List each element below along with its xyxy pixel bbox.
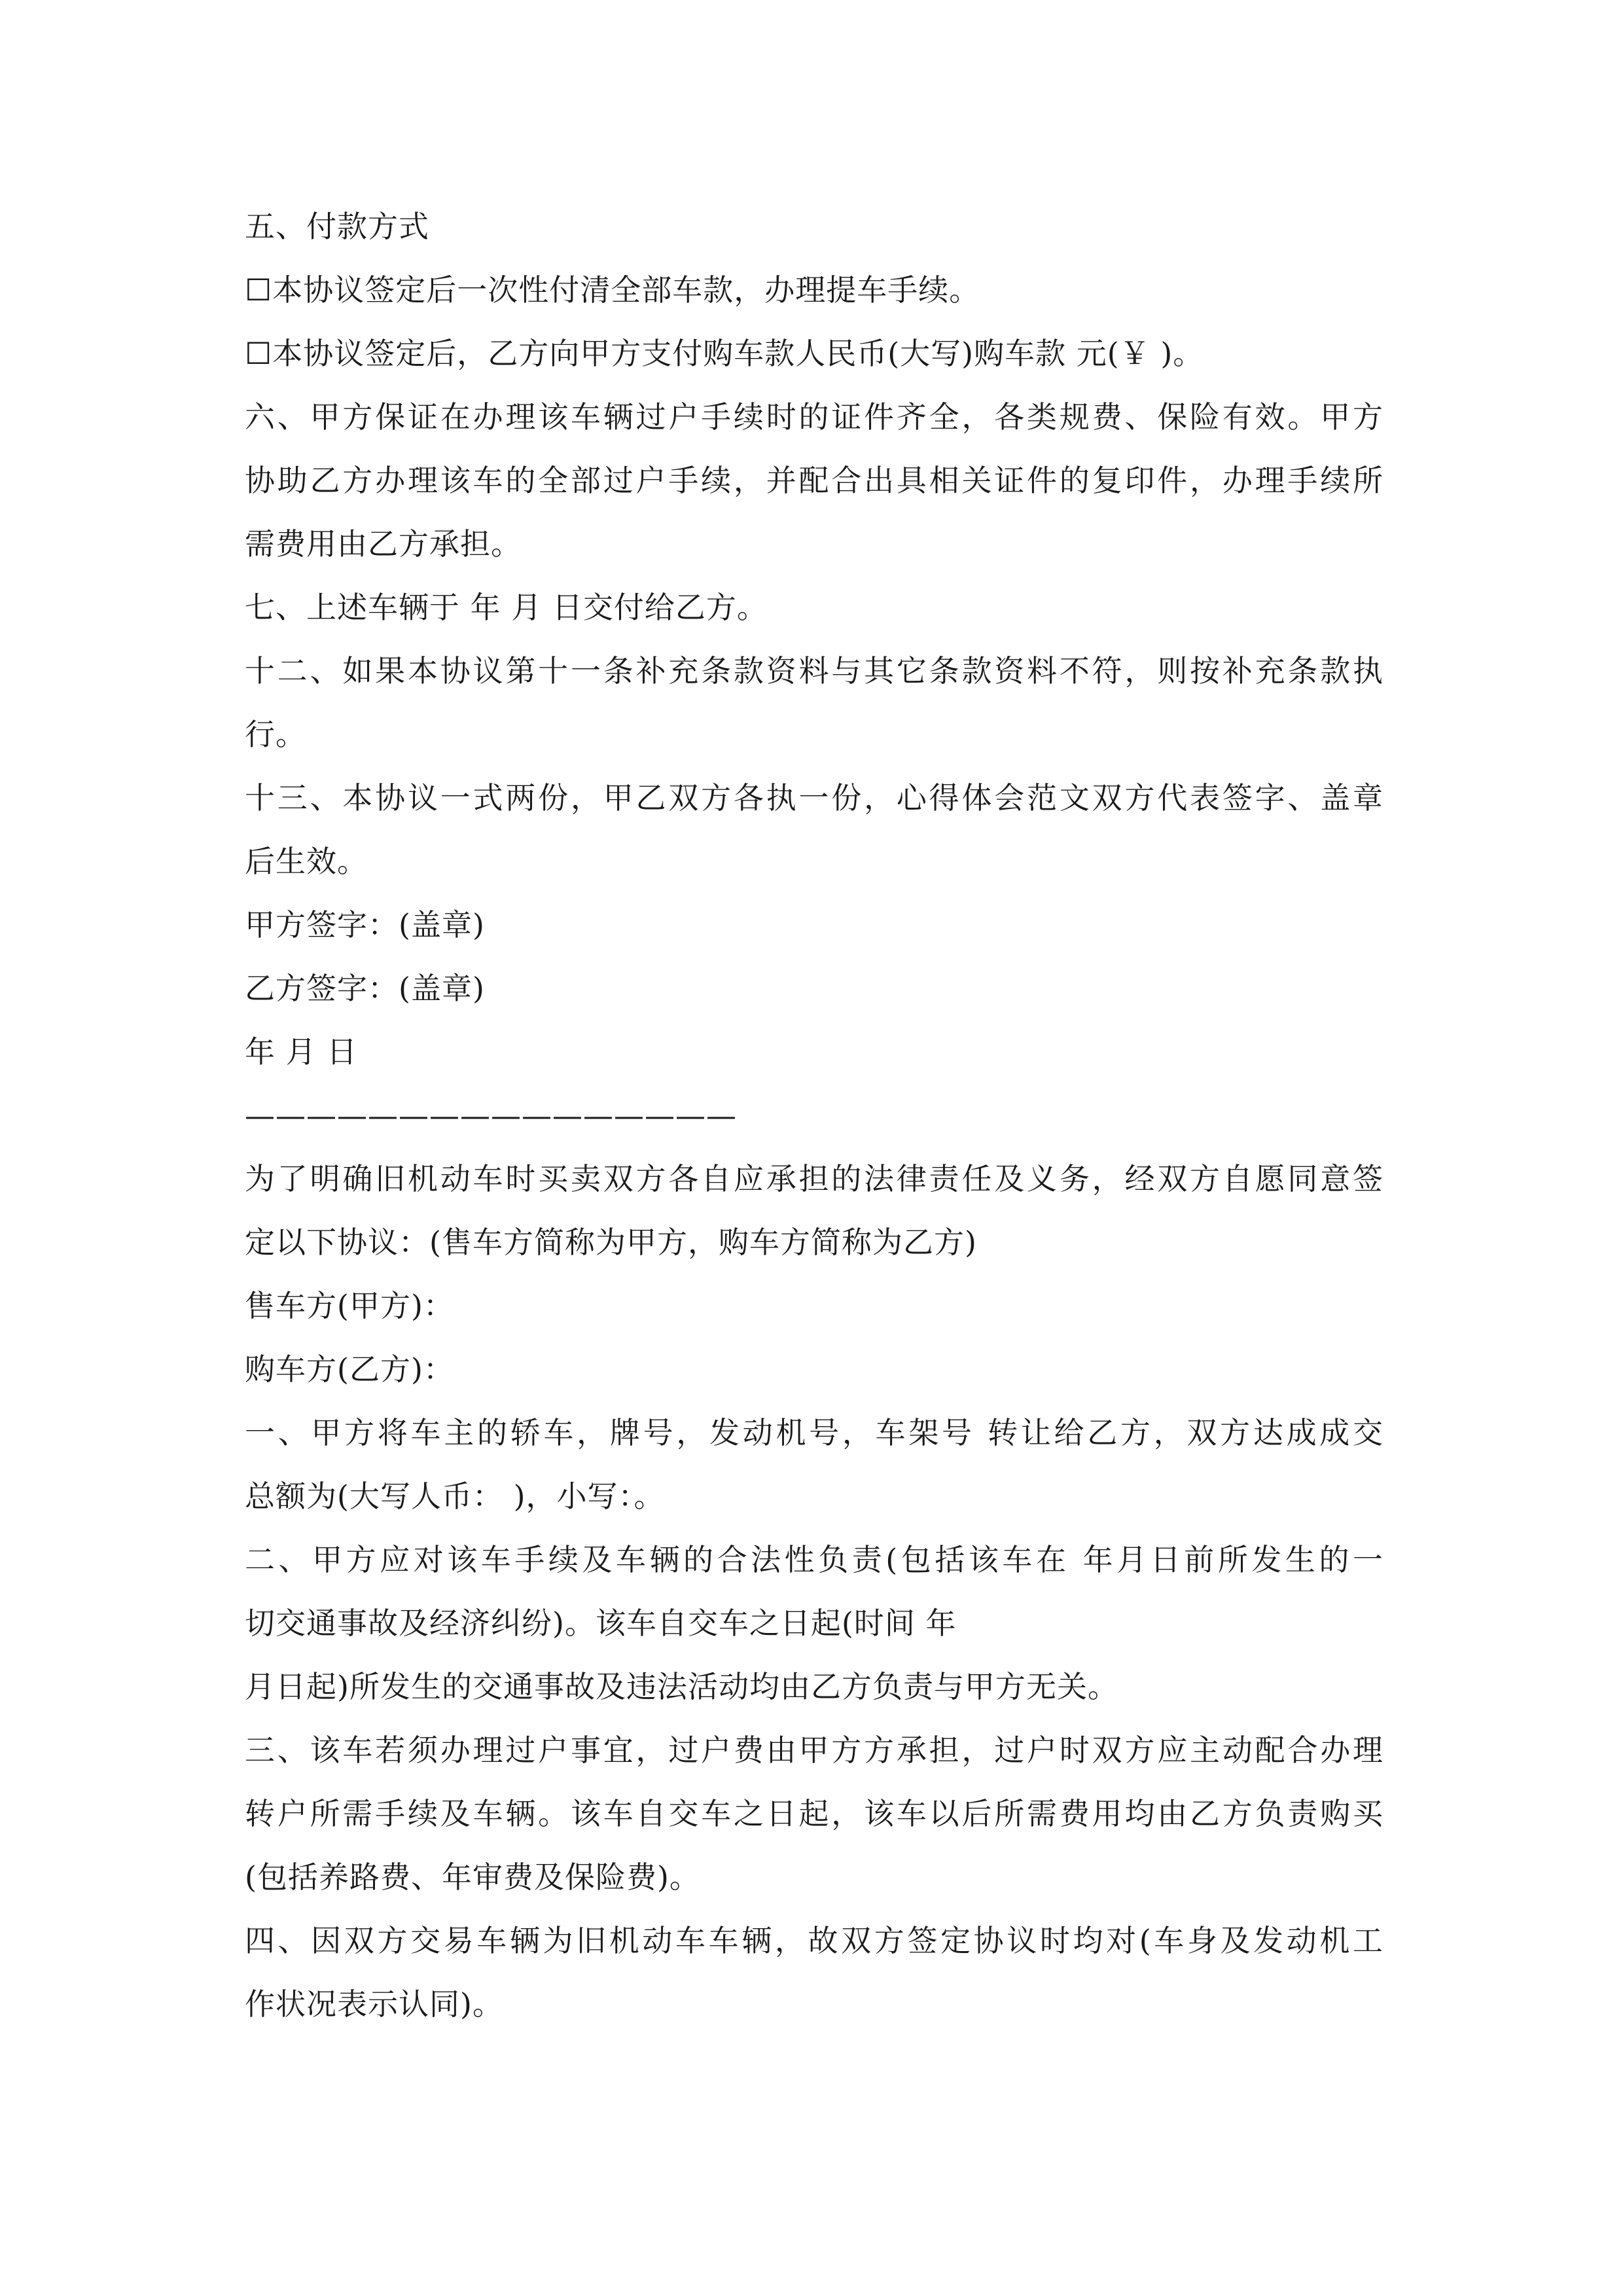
clause-6-line-2: 协助乙方办理该车的全部过户手续，并配合出具相关证件的复印件，办理手续所 xyxy=(245,463,1383,498)
section-divider: ———————————————— xyxy=(245,1098,737,1133)
clause-7: 七、上述车辆于 年 月 日交付给乙方。 xyxy=(245,590,768,625)
clause-3-line-3: (包括养路费、年审费及保险费)。 xyxy=(245,1859,700,1895)
clause-1-line-2: 总额为(大写人币： )，小写：。 xyxy=(245,1479,665,1514)
document-body xyxy=(245,195,1383,2036)
clause-6-line-3: 需费用由乙方承担。 xyxy=(245,526,522,562)
signature-date: 年 月 日 xyxy=(245,1034,358,1069)
clause-3-line-1: 三、该车若须办理过户事宜，过户费由甲方方承担，过户时双方应主动配合办理 xyxy=(245,1732,1383,1768)
clause-3-line-2: 转户所需手续及车辆。该车自交车之日起，该车以后所需费用均由乙方负责购买 xyxy=(245,1796,1383,1831)
clause-1-line-1: 一、甲方将车主的轿车，牌号，发动机号，车架号 转让给乙方，双方达成成交 xyxy=(245,1415,1383,1450)
clause-2-line-3: 月日起)所发生的交通事故及违法活动均由乙方负责与甲方无关。 xyxy=(245,1669,1118,1704)
clause-4-line-1: 四、因双方交易车辆为旧机动车车辆，故双方签定协议时均对(车身及发动机工 xyxy=(245,1923,1383,1958)
party-b-signature: 乙方签字：(盖章) xyxy=(245,971,485,1006)
clause-2-line-1: 二、甲方应对该车手续及车辆的合法性负责(包括该车在 年月日前所发生的一 xyxy=(245,1542,1383,1577)
clause-12-line-2: 行。 xyxy=(245,717,306,752)
seller-label: 售车方(甲方)： xyxy=(245,1288,454,1323)
buyer-label: 购车方(乙方)： xyxy=(245,1352,454,1387)
payment-option-2: ☐本协议签定后，乙方向甲方支付购车款人民币(大写)购车款 元(￥ )。 xyxy=(245,336,1204,371)
payment-option-1: ☐本协议签定后一次性付清全部车款，办理提车手续。 xyxy=(245,272,980,308)
preamble-line-2: 定以下协议：(售车方简称为甲方，购车方简称为乙方) xyxy=(245,1225,977,1260)
clause-13-line-1: 十三、本协议一式两份，甲乙双方各执一份，心得体会范文双方代表签字、盖章 xyxy=(245,780,1383,816)
preamble-line-1: 为了明确旧机动车时买卖双方各自应承担的法律责任及义务，经双方自愿同意签 xyxy=(245,1161,1383,1196)
clause-4-line-2: 作状况表示认同)。 xyxy=(245,1986,503,2022)
section-5-heading: 五、付款方式 xyxy=(245,209,429,244)
party-a-signature: 甲方签字：(盖章) xyxy=(245,907,485,942)
clause-13-line-2: 后生效。 xyxy=(245,844,368,879)
clause-2-line-2: 切交通事故及经济纠纷)。该车自交车之日起(时间 年 xyxy=(245,1605,957,1641)
clause-12-line-1: 十二、如果本协议第十一条补充条款资料与其它条款资料不符，则按补充条款执 xyxy=(245,653,1383,689)
clause-6-line-1: 六、甲方保证在办理该车辆过户手续时的证件齐全，各类规费、保险有效。甲方 xyxy=(245,399,1383,435)
